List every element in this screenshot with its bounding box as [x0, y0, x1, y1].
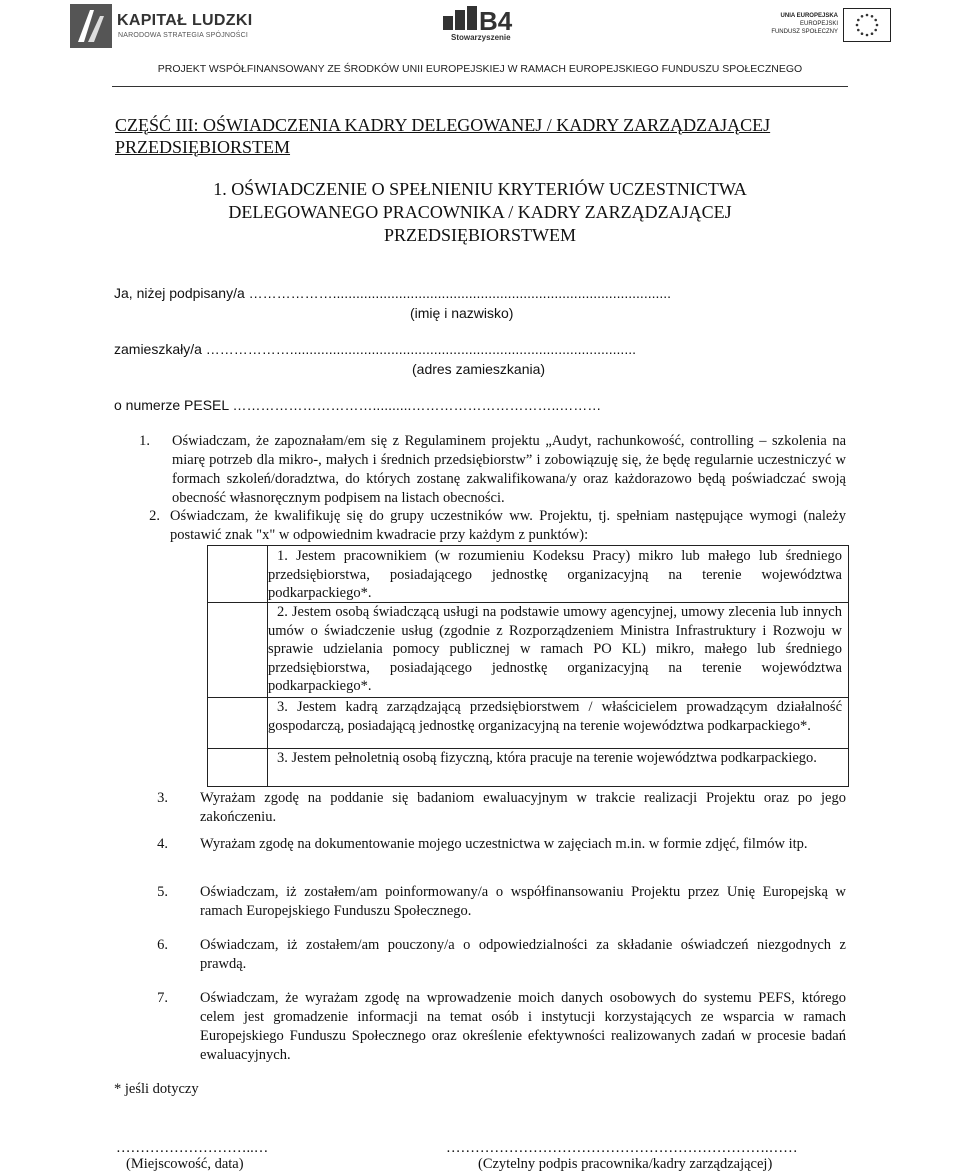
item-text: Wyrażam zgodę na poddanie się badaniom ewaluacyjnym w trakcie realizacji Projektu oraz po jego zakończeniu.	[200, 790, 846, 825]
address-caption: (adres zamieszkania)	[412, 361, 546, 377]
item-number: 5.	[157, 884, 168, 900]
name-field[interactable]: Ja, niżej podpisany/a ……………….......................................................................................	[114, 285, 672, 301]
declaration-item-1	[104, 432, 846, 508]
item-text: Oświadczam, iż zostałem/am poinformowany/a o współfinansowaniu Projektu przez Unię Europejską w ramach Europejskiego Funduszu Społecznego.	[200, 884, 846, 919]
item-number: 3.	[157, 790, 168, 806]
item-number: 2.	[149, 508, 160, 524]
place-date-caption: (Miejscowość, data)	[126, 1156, 244, 1172]
item-number: 7.	[157, 990, 168, 1006]
checkbox-option-1[interactable]	[208, 546, 267, 602]
eligibility-checkbox-table	[207, 545, 849, 787]
item-number: 6.	[157, 937, 168, 953]
checkbox-option-4[interactable]	[208, 749, 267, 786]
pesel-field[interactable]: o numerze PESEL …………………………..........…………………………..………	[114, 397, 602, 413]
b4-subtitle: Stowarzyszenie	[451, 33, 511, 42]
header-divider	[112, 86, 848, 87]
kl-subtitle: NARODOWA STRATEGIA SPÓJNOŚCI	[118, 32, 249, 39]
item-text: Wyrażam zgodę na dokumentowanie mojego uczestnictwa w zajęciach m.in. w formie zdjęć, filmów itp.	[200, 836, 808, 852]
option-text-1	[268, 547, 842, 603]
option-number: 3.	[277, 699, 288, 715]
declaration-item-3	[144, 789, 846, 827]
declaration-item-7	[144, 989, 846, 1065]
svg-text:B4: B4	[479, 6, 513, 36]
part-title: CZĘŚĆ III: OŚWIADCZENIA KADRY DELEGOWANEJ / KADRY ZARZĄDZAJĄCEJ PRZEDSIĘBIORSTEM	[115, 115, 771, 157]
declaration-item-4	[144, 835, 846, 854]
signature-caption: (Czytelny podpis pracownika/kadry zarządzającej)	[478, 1156, 773, 1172]
item-text: Oświadczam, że zapoznałam/em się z Regulaminem projektu „Audyt, rachunkowość, controlling – szkolenia na miarę potrzeb dla mikro-, małych i średnich przedsiębiorstw” i zobowiązuję się, że będę regularnie uczestniczyć w formach szkoleń/doradztwa, do których zostanę zakwalifikowana/y oraz każdorazowo będą poświadczać swoją obecność własnoręcznym podpisem na listach obecności.	[172, 433, 846, 506]
item-number: 1.	[139, 433, 150, 449]
option-label: Jestem pracownikiem (w rozumieniu Kodeksu Pracy) mikro lub małego lub średniego przedsiębiorstwa, posiadającego jednostkę organizacyjną na terenie województwa podkarpackiego*.	[268, 548, 842, 601]
option-label: Jestem pełnoletnią osobą fizyczną, która pracuje na terenie województwa podkarpackiego.	[291, 750, 817, 766]
option-number: 2.	[277, 604, 288, 620]
declaration-item-6	[144, 936, 846, 974]
footnote: * jeśli dotyczy	[114, 1081, 199, 1097]
ue-line-1: UNIA EUROPEJSKA	[780, 13, 838, 19]
checkbox-option-3[interactable]	[208, 698, 267, 748]
name-caption: (imię i nazwisko)	[410, 305, 514, 321]
declaration-item-2	[114, 507, 846, 545]
ue-text	[771, 12, 838, 36]
place-date-field[interactable]: ………………………..…	[116, 1140, 269, 1156]
kapital-ludzki-logo-icon	[70, 4, 112, 48]
option-number: 3.	[277, 750, 288, 766]
header-logos	[0, 0, 960, 60]
option-text-4	[268, 749, 842, 768]
checkbox-option-2[interactable]	[208, 603, 267, 697]
kl-title: KAPITAŁ LUDZKI	[117, 12, 253, 29]
project-cofinancing-line: PROJEKT WSPÓŁFINANSOWANY ZE ŚRODKÓW UNII EUROPEJSKIEJ W RAMACH EUROPEJSKIEGO FUNDUSZU SPOŁECZNEGO	[157, 63, 803, 75]
ue-line-3: FUNDUSZ SPOŁECZNY	[771, 29, 838, 35]
item-text: Oświadczam, że wyrażam zgodę na wprowadzenie moich danych osobowych do systemu PEFS, którego celem jest gromadzenie informacji na temat osób i instytucji korzystających ze wsparcia w ramach Europejskiego Funduszu Społecznego oraz określenie efektywności realizowanych zadań w procesie badań ewaluacyjnych.	[200, 990, 846, 1063]
signature-field[interactable]: ………………………………………………………….……	[446, 1140, 798, 1156]
option-text-3	[268, 698, 842, 735]
declaration-item-5	[144, 883, 846, 921]
item-text: Oświadczam, iż zostałem/am pouczony/a o odpowiedzialności za składanie oświadczeń niezgodnych z prawdą.	[200, 937, 846, 972]
section-title: 1. OŚWIADCZENIE O SPEŁNIENIU KRYTERIÓW UCZESTNICTWA DELEGOWANEGO PRACOWNIKA / KADRY ZARZĄDZAJĄCEJ PRZEDSIĘBIORSTWEM	[213, 179, 747, 245]
address-field[interactable]: zamieszkały/a ……………….........................................................................................	[114, 341, 636, 357]
option-label: Jestem kadrą zarządzającą przedsiębiorstwem / właścicielem prowadzącym działalność gospodarczą, posiadającą jednostkę organizacyjną na terenie województwa podkarpackiego*.	[268, 699, 843, 734]
item-number: 4.	[157, 836, 168, 852]
eu-flag-icon	[843, 8, 891, 42]
option-text-2	[268, 603, 842, 696]
option-label: Jestem osobą świadczącą usługi na podstawie umowy agencyjnej, umowy zlecenia lub innych umów o świadczenie usług (zgodnie z Rozporządzeniem Ministra Infrastruktury i Rozwoju w sprawie udzielania pomocy publicznej w ramach PO KL) mikro, małego lub średniego przedsiębiorstwa, posiadającego jednostkę organizacyjną na terenie województwa podkarpackiego*.	[268, 604, 842, 694]
ue-line-2: EUROPEJSKI	[799, 21, 838, 27]
item-text: Oświadczam, że kwalifikuję się do grupy uczestników ww. Projektu, tj. spełniam następujące wymogi (należy postawić znak "x" w odpowiednim kwadracie przy każdym z punktów):	[170, 508, 846, 543]
option-number: 1.	[277, 548, 288, 564]
